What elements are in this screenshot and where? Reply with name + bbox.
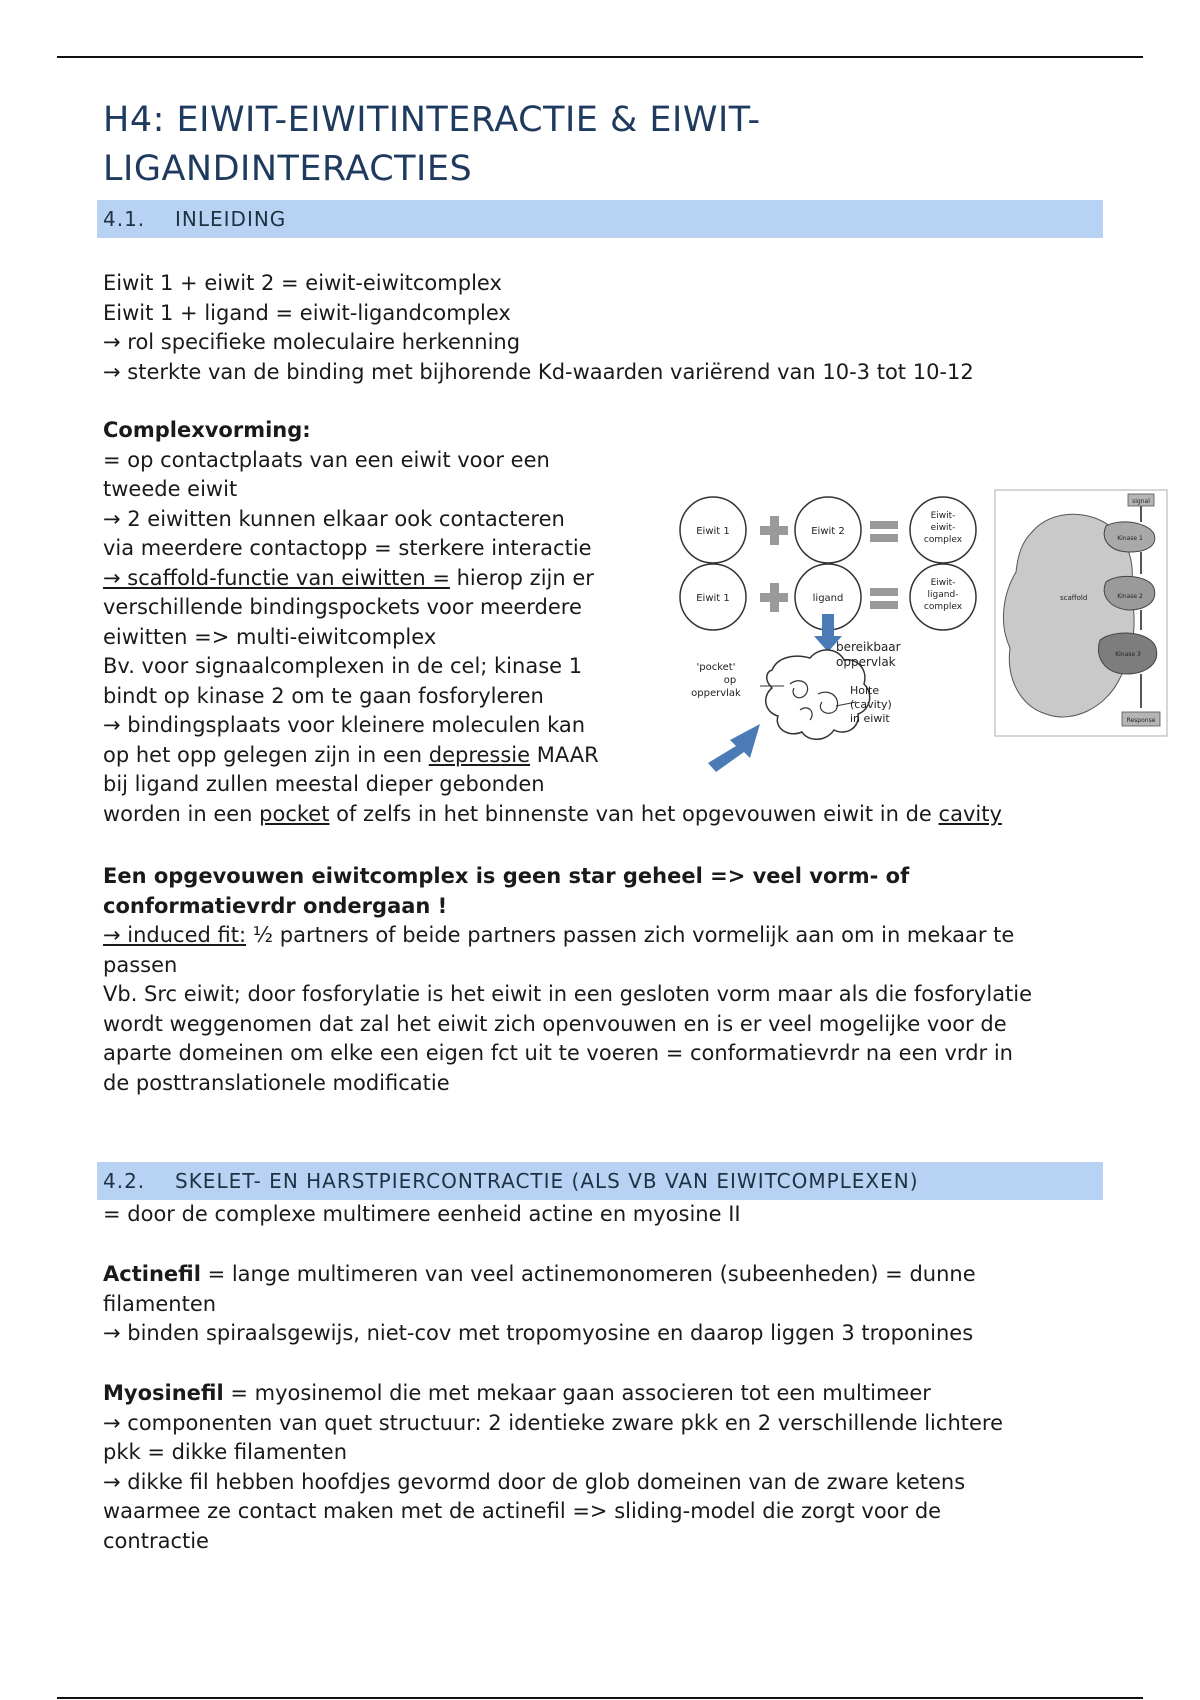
interaction-figure: [660, 488, 1170, 788]
complexvorming-paragraph: Complexvorming: = op contactplaats van een eiwit voor een tweede eiwit → 2 eiwitten kunnen elkaar ook contacteren via meerdere contactopp = sterkere interactie → scaffold-functie van eiwitten = hierop zijn er verschillende bindingspockets voor meerdere eiwitten => multi-eiwitcomplex Bv. voor signaalcomplexen in de cel; kinase 1 bindt op kinase 2 om te gaan fosforyleren → bindingsplaats voor kleinere moleculen kan op het opp gelegen zijn in een depressie MAAR bij ligand zullen meestal dieper gebonden worden in een pocket of zelfs in het binnenste van het opgevouwen eiwit in de cavity: [103, 418, 1002, 826]
eiwit2-label: Eiwit 2: [811, 526, 845, 537]
equals-icon: [870, 588, 898, 609]
intro-paragraph: Eiwit 1 + eiwit 2 = eiwit-eiwitcomplex Eiwit 1 + ligand = eiwit-ligandcomplex → rol specifieke moleculaire herkenning → sterkte van de binding met bijhorende Kd-waarden variërend van 10-3 tot 10-12: [103, 271, 974, 384]
svg-text:bereikbaar: bereikbaar: [836, 640, 901, 654]
svg-text:op: op: [723, 675, 737, 686]
plus-icon: [760, 583, 788, 612]
svg-text:ligand-: ligand-: [927, 590, 959, 600]
eiwit1-label: Eiwit 1: [696, 526, 730, 537]
footer-rule: [57, 1697, 1143, 1699]
header-rule: [57, 56, 1143, 58]
svg-text:Holte: Holte: [850, 684, 880, 697]
section-heading-4-2: 4.2. SKELET- EN HARSTPIERCONTRACTIE (ALS VB VAN EIWITCOMPLEXEN): [97, 1162, 1103, 1200]
svg-text:Eiwit-: Eiwit-: [930, 578, 956, 588]
svg-text:Kinase 2: Kinase 2: [1117, 593, 1143, 600]
svg-text:Kinase 1: Kinase 1: [1117, 535, 1143, 542]
svg-text:scaffold: scaffold: [1060, 594, 1088, 602]
page-title: H4: EIWIT-EIWITINTERACTIE & EIWIT- LIGANDINTERACTIES: [103, 100, 761, 189]
svg-text:(cavity): (cavity): [850, 698, 892, 711]
plus-icon: [760, 516, 788, 545]
equals-icon: [870, 521, 898, 542]
svg-text:eiwit-: eiwit-: [930, 523, 956, 533]
svg-text:ligand: ligand: [812, 593, 844, 604]
myosinefil-paragraph: Myosinefil = myosinemol die met mekaar gaan associeren tot een multimeer → componenten van quet structuur: 2 identieke zware pkk en 2 verschillende lichtere pkk = dikke filamenten → dikke fil hebben hoofdjes gevormd door de glob domeinen van de zware ketens waarmee ze contact maken met de actinefil => sliding-model die zorgt voor de contractie: [103, 1381, 1003, 1553]
fold-paragraph: Een opgevouwen eiwitcomplex is geen star geheel => veel vorm- of conformatievrdr ondergaan ! → induced fit: ½ partners of beide partners passen zich vormelijk aan om in mekaar te passen Vb. Src eiwit; door fosforylatie is het eiwit in een gesloten vorm maar als die fosforylatie wordt weggenomen dat zal het eiwit zich openvouwen en is er veel mogelijke voor de aparte domeinen om elke een eigen fct uit te voeren = conformatievrdr na een vrdr in de posttranslationele modificatie: [103, 864, 1033, 1095]
svg-text:oppervlak: oppervlak: [836, 655, 896, 669]
svg-text:Kinase 3: Kinase 3: [1115, 651, 1141, 658]
svg-text:'pocket': 'pocket': [696, 662, 736, 673]
section-heading-4-1: 4.1. INLEIDING: [97, 200, 1103, 238]
svg-text:oppervlak: oppervlak: [691, 688, 741, 699]
svg-text:Eiwit-: Eiwit-: [930, 511, 956, 521]
svg-text:complex: complex: [923, 602, 963, 612]
muscle-intro: = door de complexe multimere eenheid actine en myosine II: [103, 1202, 741, 1226]
svg-text:in eiwit: in eiwit: [850, 712, 890, 725]
svg-text:complex: complex: [923, 535, 963, 545]
svg-text:signal: signal: [1132, 498, 1150, 505]
svg-text:Response: Response: [1126, 717, 1156, 724]
diagonal-arrow-icon: [708, 724, 760, 772]
actinefil-paragraph: Actinefil = lange multimeren van veel actinemonomeren (subeenheden) = dunne filamenten → binden spiraalsgewijs, niet-cov met tropomyosine en daarop liggen 3 troponines: [103, 1262, 976, 1345]
svg-text:Eiwit 1: Eiwit 1: [696, 593, 730, 604]
